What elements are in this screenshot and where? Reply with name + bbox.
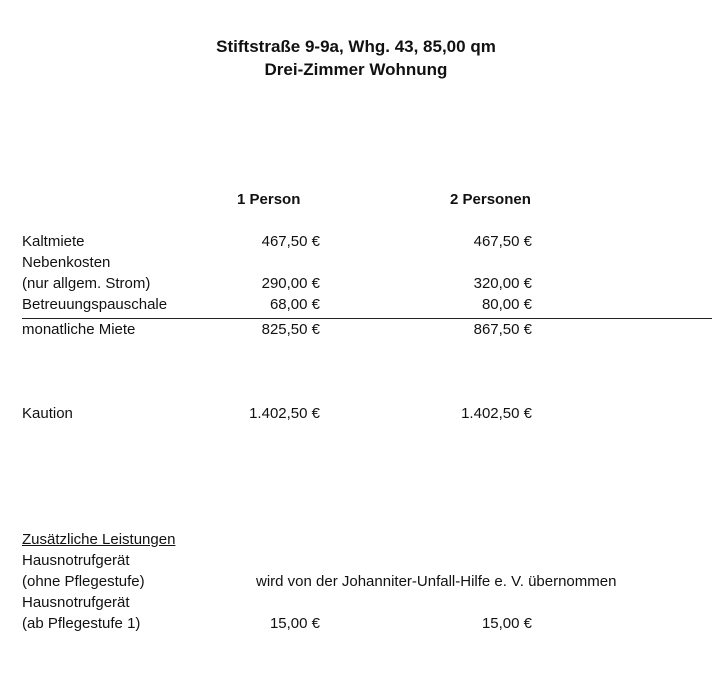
document-subtitle: Drei-Zimmer Wohnung xyxy=(264,60,448,79)
row-label-hausnotruf-1: Hausnotrufgerät xyxy=(22,552,130,569)
row-label-hausnotruf-2: Hausnotrufgerät xyxy=(22,594,130,611)
value-kaltmiete-one-person: 467,50 € xyxy=(261,233,320,250)
sum-divider-line xyxy=(22,318,712,319)
value-kaution-one-person: 1.402,50 € xyxy=(249,405,320,422)
row-label-betreuungspauschale: Betreuungspauschale xyxy=(22,296,168,313)
row-label-nebenkosten: Nebenkosten xyxy=(22,254,111,271)
value-betreuungspauschale-one-person: 68,00 € xyxy=(269,296,320,313)
value-kaution-two-persons: 1.402,50 € xyxy=(461,405,532,422)
value-nebenkosten-one-person: 290,00 € xyxy=(261,275,320,292)
row-label-kaution: Kaution xyxy=(22,405,73,422)
row-sublabel-hausnotruf-2: (ab Pflegestufe 1) xyxy=(22,615,141,632)
row-sublabel-nebenkosten: (nur allgem. Strom) xyxy=(22,275,151,292)
row-label-monatliche-miete: monatliche Miete xyxy=(22,321,136,338)
note-hausnotruf-1: wird von der Johanniter-Unfall-Hilfe e. V. übernommen xyxy=(256,573,617,590)
section-heading-additional-services: Zusätzliche Leistungen xyxy=(22,531,176,548)
row-sublabel-hausnotruf-1: (ohne Pflegestufe) xyxy=(22,573,145,590)
value-monatliche-miete-one-person: 825,50 € xyxy=(261,321,320,338)
row-label-kaltmiete: Kaltmiete xyxy=(22,233,85,250)
value-hausnotruf-2-one-person: 15,00 € xyxy=(269,615,320,632)
value-hausnotruf-2-two-persons: 15,00 € xyxy=(481,615,532,632)
value-monatliche-miete-two-persons: 867,50 € xyxy=(473,321,532,338)
value-betreuungspauschale-two-persons: 80,00 € xyxy=(481,296,532,313)
column-header-one-person: 1 Person xyxy=(237,191,301,208)
document-title: Stiftstraße 9-9a, Whg. 43, 85,00 qm xyxy=(216,37,496,56)
column-header-two-persons: 2 Personen xyxy=(450,191,531,208)
value-kaltmiete-two-persons: 467,50 € xyxy=(473,233,532,250)
value-nebenkosten-two-persons: 320,00 € xyxy=(473,275,532,292)
